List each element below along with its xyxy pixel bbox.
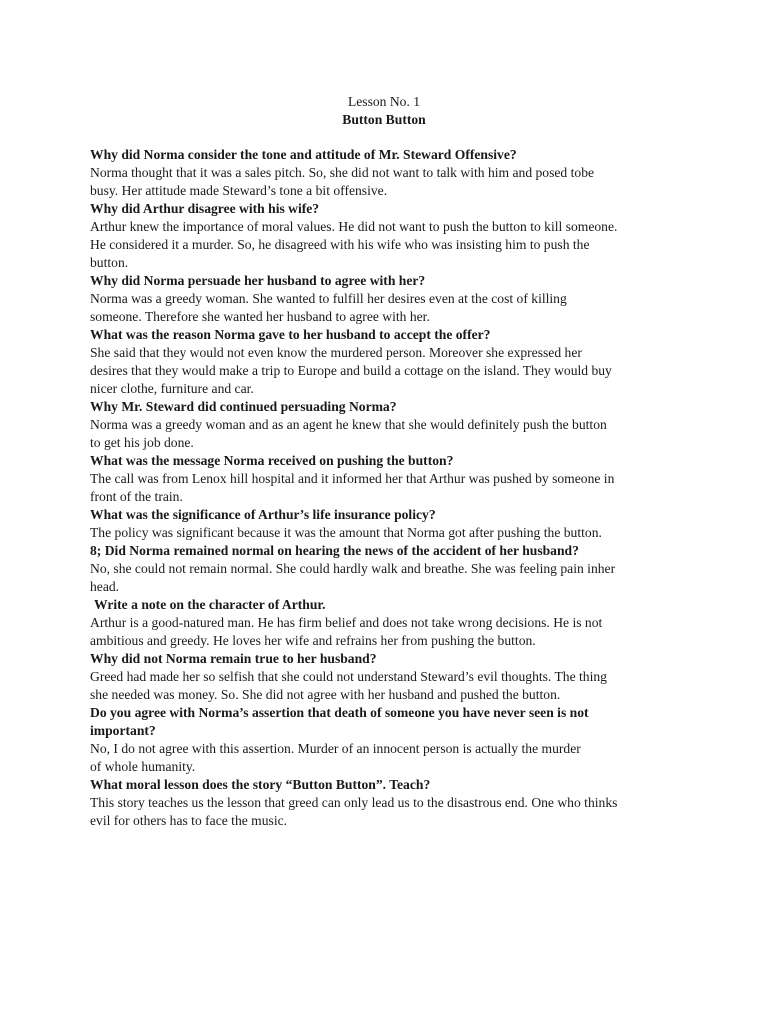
question-text <box>90 596 690 614</box>
answer-line: The call was from Lenox hill hospital and it informed her that Arthur was pushed by someone in <box>90 471 615 486</box>
question-line: What moral lesson does the story “Button Button”. Teach? <box>90 777 431 792</box>
qa-item <box>90 146 690 200</box>
question-line: Why did Arthur disagree with his wife? <box>90 201 320 216</box>
question-text <box>90 776 690 794</box>
question-line: important? <box>90 723 156 738</box>
qa-item <box>90 272 690 326</box>
qa-item <box>90 650 690 704</box>
question-text <box>90 200 690 218</box>
answer-line: This story teaches us the lesson that greed can only lead us to the disastrous end. One who thinks <box>90 795 618 810</box>
qa-item <box>90 452 690 506</box>
answer-line: desires that they would make a trip to Europe and build a cottage on the island. They would buy <box>90 363 612 378</box>
question-line: 8; Did Norma remained normal on hearing the news of the accident of her husband? <box>90 543 579 558</box>
answer-text <box>90 416 690 452</box>
answer-line: No, I do not agree with this assertion. Murder of an innocent person is actually the murder <box>90 741 581 756</box>
answer-text <box>90 794 690 830</box>
question-text <box>90 704 690 740</box>
answer-line: Greed had made her so selfish that she could not understand Steward’s evil thoughts. The thing <box>90 669 607 684</box>
qa-item <box>90 776 690 830</box>
question-line: What was the message Norma received on pushing the button? <box>90 453 454 468</box>
document-header <box>0 93 768 129</box>
answer-line: nicer clothe, furniture and car. <box>90 381 254 396</box>
answer-text <box>90 164 690 200</box>
question-line: Why did Norma persuade her husband to agree with her? <box>90 273 426 288</box>
question-text <box>90 326 690 344</box>
answer-line: of whole humanity. <box>90 759 196 774</box>
answer-text <box>90 344 690 398</box>
answer-line: busy. Her attitude made Steward’s tone a bit offensive. <box>90 183 388 198</box>
answer-line: front of the train. <box>90 489 183 504</box>
question-line: What was the significance of Arthur’s life insurance policy? <box>90 507 436 522</box>
question-line: Why did not Norma remain true to her husband? <box>90 651 377 666</box>
answer-text <box>90 614 690 650</box>
answer-line: No, she could not remain normal. She could hardly walk and breathe. She was feeling pain inher <box>90 561 616 576</box>
answer-text <box>90 560 690 596</box>
answer-line: she needed was money. So. She did not agree with her husband and pushed the button. <box>90 687 561 702</box>
question-text <box>90 398 690 416</box>
answer-line: head. <box>90 579 120 594</box>
answer-text <box>90 470 690 506</box>
qa-item <box>90 326 690 398</box>
qa-item <box>90 704 690 776</box>
answer-line: Arthur knew the importance of moral values. He did not want to push the button to kill someone. <box>90 219 618 234</box>
answer-text <box>90 668 690 704</box>
answer-line: Norma was a greedy woman. She wanted to fulfill her desires even at the cost of killing <box>90 291 567 306</box>
question-line: Write a note on the character of Arthur. <box>94 597 326 612</box>
lesson-number: Lesson No. 1 <box>347 94 421 109</box>
answer-line: Norma was a greedy woman and as an agent he knew that she would definitely push the button <box>90 417 607 432</box>
question-text <box>90 146 690 164</box>
question-text <box>90 542 690 560</box>
answer-line: She said that they would not even know the murdered person. Moreover she expressed her <box>90 345 582 360</box>
qa-item <box>90 398 690 452</box>
answer-text <box>90 524 690 542</box>
qa-item <box>90 200 690 272</box>
question-text <box>90 506 690 524</box>
document-title: Button Button <box>342 112 426 127</box>
question-answer-list <box>90 146 690 830</box>
answer-line: ambitious and greedy. He loves her wife and refrains her from pushing the button. <box>90 633 536 648</box>
answer-line: to get his job done. <box>90 435 194 450</box>
answer-text <box>90 290 690 326</box>
answer-line: evil for others has to face the music. <box>90 813 288 828</box>
question-text <box>90 650 690 668</box>
question-line: What was the reason Norma gave to her husband to accept the offer? <box>90 327 491 342</box>
qa-item <box>90 506 690 542</box>
question-line: Do you agree with Norma’s assertion that death of someone you have never seen is not <box>90 705 589 720</box>
answer-line: The policy was significant because it was the amount that Norma got after pushing the button. <box>90 525 602 540</box>
question-line: Why did Norma consider the tone and attitude of Mr. Steward Offensive? <box>90 147 517 162</box>
qa-item <box>90 596 690 650</box>
answer-line: Arthur is a good-natured man. He has firm belief and does not take wrong decisions. He is not <box>90 615 603 630</box>
answer-text <box>90 740 690 776</box>
qa-item <box>90 542 690 596</box>
answer-line: someone. Therefore she wanted her husband to agree with her. <box>90 309 430 324</box>
answer-line: He considered it a murder. So, he disagreed with his wife who was insisting him to push the <box>90 237 590 252</box>
answer-line: button. <box>90 255 129 270</box>
answer-line: Norma thought that it was a sales pitch. So, she did not want to talk with him and posed tobe <box>90 165 595 180</box>
question-text <box>90 272 690 290</box>
answer-text <box>90 218 690 272</box>
question-text <box>90 452 690 470</box>
question-line: Why Mr. Steward did continued persuading Norma? <box>90 399 397 414</box>
